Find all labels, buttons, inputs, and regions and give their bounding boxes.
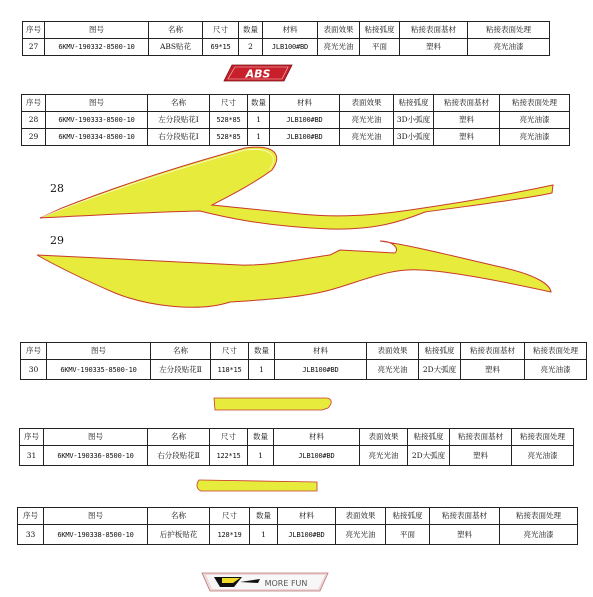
cell-treatment: 亮光油漆 [500,525,578,545]
decal-29-label: 29 [50,234,64,247]
cell-treatment: 亮光油漆 [468,39,550,56]
header-cell: 粘接表面基材 [400,22,468,39]
header-cell: 粘接表面处理 [500,508,578,525]
cell-size: 122*15 [210,446,248,466]
cell-no: 29 [22,129,46,146]
spec-table-33 [17,507,578,545]
cell-base: 塑料 [430,525,500,545]
table-header-row [18,508,578,525]
more-fun-text: MORE FUN [264,579,308,588]
header-cell: 表面效果 [340,95,394,112]
header-cell: 粘接表面基材 [450,429,512,446]
cell-no: 28 [22,112,46,129]
cell-size: 528*85 [210,112,248,129]
spec-table-30 [20,342,587,380]
header-cell: 粘接弧度 [419,343,461,360]
header-cell: 名称 [151,343,211,360]
table-header-row [21,343,587,360]
header-cell: 图号 [46,95,148,112]
cell-no: 31 [20,446,44,466]
cell-arc: 平面 [386,525,430,545]
cell-no: 33 [18,525,44,545]
cell-arc: 2D大弧度 [419,360,461,380]
cell-arc: 2D大弧度 [408,446,450,466]
cell-treatment: 亮光油漆 [525,360,587,380]
cell-surface: 亮光光油 [340,112,394,129]
cell-no: 27 [23,39,45,56]
cell-qty: 1 [250,525,278,545]
header-cell: 尺寸 [210,429,248,446]
cell-base: 塑料 [434,112,500,129]
cell-qty: 1 [248,446,274,466]
cell-material: JLB100#BD [270,129,340,146]
cell-treatment: 亮光油漆 [500,112,570,129]
header-cell: 表面效果 [336,508,386,525]
table-row [18,525,578,545]
table-header-row [20,429,574,446]
header-cell: 数量 [248,429,274,446]
cell-surface: 亮光光油 [336,525,386,545]
header-cell: 材料 [270,95,340,112]
table-row [20,446,574,466]
header-cell: 粘接表面处理 [525,343,587,360]
header-cell: 图号 [44,429,148,446]
header-cell: 粘接表面处理 [512,429,574,446]
header-cell: 粘接表面处理 [468,22,550,39]
cell-size: 128*19 [210,525,250,545]
header-cell: 序号 [23,22,45,39]
header-cell: 粘接弧度 [394,95,434,112]
header-cell: 序号 [22,95,46,112]
cell-material: JLB100#BD [275,360,367,380]
cell-qty: 1 [248,129,270,146]
cell-arc: 平面 [360,39,400,56]
header-cell: 粘接弧度 [360,22,400,39]
cell-part-number: 6KMV-190333-8500-10 [46,112,148,129]
cell-qty: 1 [248,112,270,129]
header-cell: 名称 [149,22,203,39]
header-cell: 名称 [148,95,210,112]
cell-name: 右分段贴花Ⅰ [148,129,210,146]
header-cell: 粘接弧度 [408,429,450,446]
header-cell: 粘接表面基材 [434,95,500,112]
cell-size: 118*15 [211,360,249,380]
cell-surface: 亮光光油 [318,39,360,56]
header-cell: 序号 [21,343,47,360]
header-cell: 图号 [47,343,151,360]
cell-size: 69*15 [203,39,239,56]
header-cell: 尺寸 [203,22,239,39]
header-cell: 尺寸 [210,508,250,525]
cell-surface: 亮光光油 [360,446,408,466]
header-cell: 材料 [274,429,360,446]
more-fun-decal [200,571,330,593]
header-cell: 粘接表面基材 [461,343,525,360]
header-cell: 材料 [263,22,318,39]
cell-treatment: 亮光油漆 [500,129,570,146]
cell-name: 左分段贴花Ⅰ [148,112,210,129]
cell-base: 塑料 [400,39,468,56]
abs-logo-text: ABS [245,67,271,81]
cell-base: 塑料 [450,446,512,466]
header-cell: 粘接表面处理 [500,95,570,112]
cell-part-number: 6KMV-190336-8500-10 [44,446,148,466]
decal-28-label: 28 [50,182,64,195]
cell-base: 塑料 [434,129,500,146]
header-cell: 表面效果 [367,343,419,360]
header-cell: 序号 [20,429,44,446]
cell-material: JLB100#BD [263,39,318,56]
header-cell: 数量 [248,95,270,112]
decal-31-shape [193,475,323,497]
decal-30-shape [210,395,335,413]
header-cell: 图号 [45,22,149,39]
spec-table-31 [19,428,574,466]
cell-material: JLB100#BD [278,525,336,545]
cell-arc: 3D小弧度 [394,112,434,129]
header-cell: 图号 [44,508,148,525]
header-cell: 数量 [249,343,275,360]
cell-material: JLB100#BD [270,112,340,129]
cell-name: 右分段贴花Ⅱ [148,446,210,466]
cell-no: 30 [21,360,47,380]
cell-qty: 2 [239,39,263,56]
header-cell: 表面效果 [360,429,408,446]
cell-size: 528*85 [210,129,248,146]
cell-name: 左分段贴花Ⅱ [151,360,211,380]
header-cell: 粘接弧度 [386,508,430,525]
header-cell: 数量 [250,508,278,525]
header-cell: 数量 [239,22,263,39]
cell-arc: 3D小弧度 [394,129,434,146]
header-cell: 粘接表面基材 [430,508,500,525]
cell-surface: 亮光光油 [340,129,394,146]
cell-treatment: 亮光油漆 [512,446,574,466]
table-row [21,360,587,380]
cell-material: JLB100#BD [274,446,360,466]
header-cell: 尺寸 [211,343,249,360]
cell-part-number: 6KMV-190334-8500-10 [46,129,148,146]
header-cell: 序号 [18,508,44,525]
cell-part-number: 6KMV-190332-8500-10 [45,39,149,56]
cell-part-number: 6KMV-190338-8500-10 [44,525,148,545]
cell-name: 后护板贴花 [148,525,210,545]
cell-base: 塑料 [461,360,525,380]
header-cell: 名称 [148,429,210,446]
cell-surface: 亮光光油 [367,360,419,380]
cell-qty: 1 [249,360,275,380]
header-cell: 材料 [275,343,367,360]
header-cell: 表面效果 [318,22,360,39]
cell-part-number: 6KMV-190335-8500-10 [47,360,151,380]
cell-name: ABS贴花 [149,39,203,56]
header-cell: 材料 [278,508,336,525]
header-cell: 名称 [148,508,210,525]
header-cell: 尺寸 [210,95,248,112]
